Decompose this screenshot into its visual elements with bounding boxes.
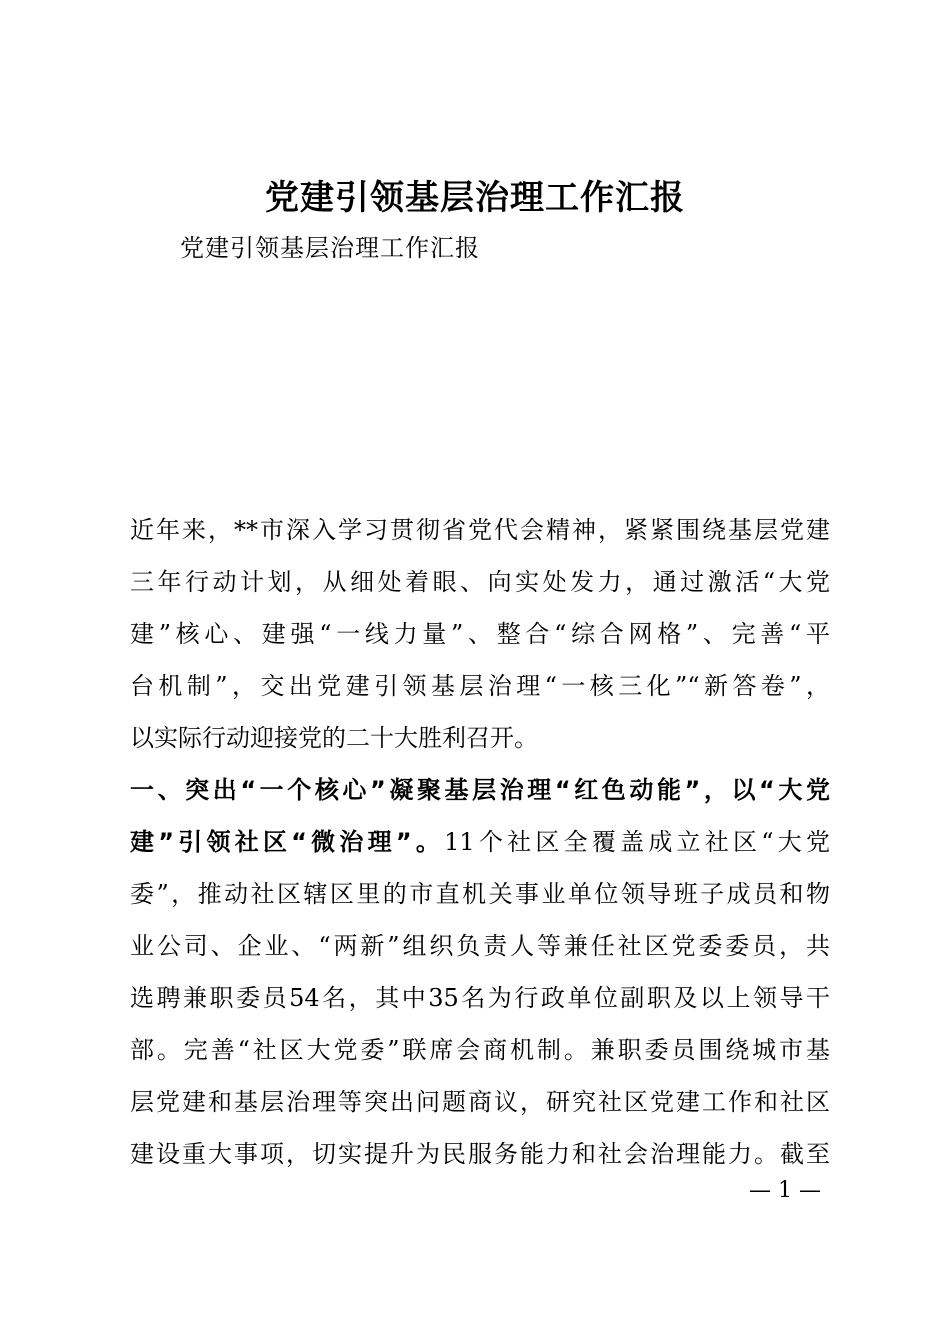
paragraph-intro — [130, 504, 830, 764]
subtitle: 党建引领基层治理工作汇报 — [180, 234, 480, 262]
text-line: 层党建和基层治理等突出问题商议，研究社区党建工作和社区 — [130, 1088, 830, 1116]
section-heading-tail: 建”引领社区“微治理”。 — [130, 828, 445, 856]
text-line: 选聘兼职委员54名，其中35名为行政单位副职及以上领导干 — [130, 984, 830, 1012]
text-line: 建设重大事项，切实提升为民服务能力和社会治理能力。截至 — [130, 1140, 830, 1168]
text-line: 三年行动计划，从细处着眼、向实处发力，通过激活“大党 — [130, 568, 830, 596]
section-heading-line: 一、突出“一个核心”凝聚基层治理“红色动能”，以“大党 — [130, 776, 830, 804]
paragraph-section-one — [130, 764, 830, 1180]
text-line: 部。完善“社区大党委”联席会商机制。兼职委员围绕城市基 — [130, 1036, 830, 1064]
text-line-mixed — [130, 816, 830, 868]
page-title: 党建引领基层治理工作汇报 — [265, 178, 685, 218]
text-line: 以实际行动迎接党的二十大胜利召开。 — [130, 724, 538, 752]
text-line: 台机制”，交出党建引领基层治理“一核三化”“新答卷”， — [130, 672, 830, 700]
page-number: — 1 — — [749, 1178, 821, 1203]
text-line: 业公司、企业、“两新”组织负责人等兼任社区党委委员，共 — [130, 932, 830, 960]
text-line: 委”，推动社区辖区里的市直机关事业单位领导班子成员和物 — [130, 880, 830, 908]
text-line-rest: 11个社区全覆盖成立社区“大党 — [444, 828, 830, 856]
text-line: 近年来，**市深入学习贯彻省党代会精神，紧紧围绕基层党建 — [130, 516, 830, 544]
text-line: 建”核心、建强“一线力量”、整合“综合网格”、完善“平 — [130, 620, 830, 648]
